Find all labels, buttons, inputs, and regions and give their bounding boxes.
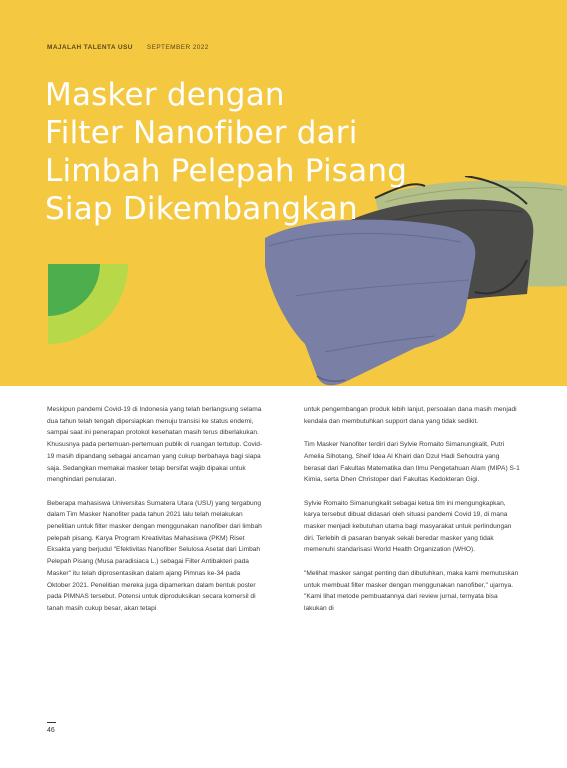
- footer-divider: [47, 722, 56, 723]
- title-line: Limbah Pelepah Pisang: [45, 153, 408, 189]
- paragraph: untuk pengembangan produk lebih lanjut, persoalan dana masih menjadi kendala dan membutuhkan support dana yang tidak sedikit.: [304, 406, 517, 425]
- paragraph: Meskipun pandemi Covid-19 di Indonesia yang telah berlangsung selama dua tahun telah tengah dipersiapkan menuju transisi ke status endemi, sampai saat ini penerapan protokol kesehatan masih terus diberlakukan. Khususnya pada pertemuan-pertemuan publik di ruangan tertutup. Covid-19 masih dipandang sebagai ancaman yang cukup berbahaya bagi siapa saja. Sedangkan memakai masker tetap bersifat wajib dipakai untuk menghindari penularan.: [47, 406, 263, 484]
- body-column-left: [47, 404, 265, 626]
- title-line: Masker dengan: [45, 77, 285, 113]
- title-line: Filter Nanofiber dari: [45, 115, 358, 151]
- page-number: 46: [47, 727, 55, 734]
- paragraph: Tim Masker Nanofiter terdiri dari Sylvie Romaito Simanungkalit, Putri Amelia Sihotang, Sheif Idea Al Khairi dan Dzul Hadi Sehoutra yang berasal dari Fakultas Matematika dan Ilmu Pengetahuan Alam (MIPA) S-1 Kimia, serta Dhen Christoper dari Fakultas Kedokteran Gigi.: [304, 441, 520, 484]
- paragraph: Beberapa mahasiswa Universitas Sumatera Utara (USU) yang tergabung dalam Tim Masker Nanofiter pada tahun 2021 lalu telah melakukan penelitian untuk filter masker dengan menggunakan nanofiber dari limbah pelepah pisang. Karya Program Kreativitas Mahasiswa (PKM) Riset Eksakta yang berjudul "Efektivitas Nanofiber Selulosa Asetat dari Limbah Pelepah Pisang (Musa paradisiaca L.) sebagai Filter Antibakteri pada Masker" itu telah diprosentasikan dalam ajang Pimnas ke-34 pada Oktober 2021. Penelitian mereka juga dipamerkan dalam bentuk poster pada PIMNAS tersebut. Potensi untuk diproduksikan secara komersil di tanah masih cukup besar, akan tetapi: [47, 499, 262, 612]
- paragraph: Sylvie Romaito Simanungkalit sebagai ketua tim ini mengungkapkan, karya tersebut dibuat didasari oleh situasi pandemi Covid 19, di mana masker menjadi kebutuhan utama bagi masyarakat untuk perlindungan diri. Terlebih di pasaran banyak sekali beredar masker yang tidak memenuhi standarisasi World Health Organization (WHO).: [304, 499, 512, 554]
- issue-date: SEPTEMBER 2022: [146, 44, 209, 51]
- decorative-leaf-graphic: [48, 264, 128, 344]
- body-column-right: [304, 404, 522, 626]
- title-line: Siap Dikembangkan: [45, 191, 358, 227]
- article-title: [45, 76, 465, 228]
- issue-meta: [47, 44, 209, 51]
- grey-blue-mask: [265, 220, 475, 386]
- magazine-name: MAJALAH TALENTA USU: [47, 44, 133, 51]
- paragraph: "Melihat masker sangat penting dan dibutuhkan, maka kami memutuskan untuk membuat filter masker dengan menggunakan nanofiber," ujarnya. "Kami lihat metode pembuatannya dari review jurnal, ternyata bisa lakukan di: [304, 569, 519, 612]
